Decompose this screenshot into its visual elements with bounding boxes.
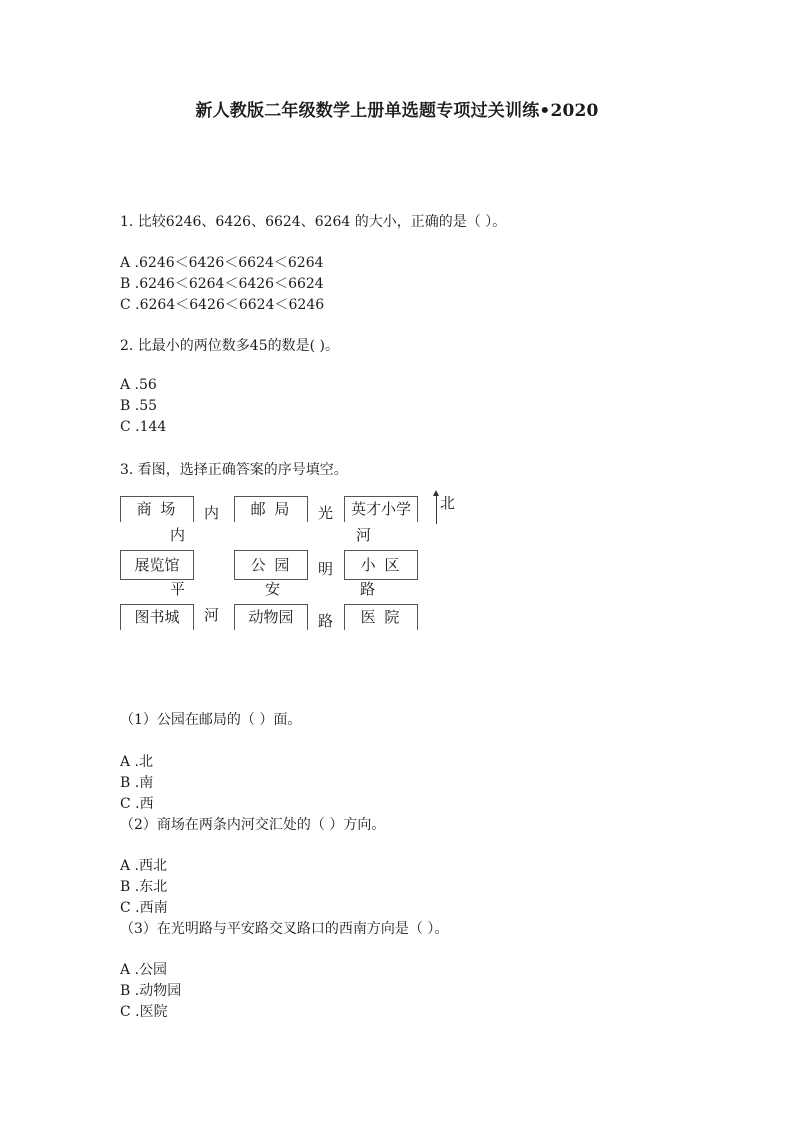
map-label-he-bottom: 河 — [204, 606, 220, 624]
q3-sub2-stem: （2）商场在两条内河交汇处的（ ）方向。 — [120, 817, 386, 833]
q3-sub1-stem: （1）公园在邮局的（ ）面。 — [120, 712, 302, 728]
map-label-nei-mid: 内 — [170, 526, 186, 544]
q2-option-b: B .55 — [120, 398, 158, 414]
map-box-post-office: 邮 局 — [234, 496, 308, 522]
q3-sub1-option-b: B .南 — [120, 775, 154, 791]
map-label-north: 北 — [440, 494, 456, 512]
map-box-park: 公 园 — [234, 550, 308, 580]
q3-sub2-option-c: C .西南 — [120, 900, 168, 916]
map-box-community: 小 区 — [344, 550, 418, 580]
question-2-stem: 2. 比最小的两位数多45的数是( )。 — [120, 338, 339, 354]
map-box-yingcai-school: 英才小学 — [344, 496, 418, 522]
map-label-guang: 光 — [318, 504, 334, 522]
q1-option-c: C .6264＜6426＜6624＜6246 — [120, 297, 325, 313]
question-3-stem: 3. 看图，选择正确答案的序号填空。 — [120, 462, 348, 478]
q3-sub3-stem: （3）在光明路与平安路交叉路口的西南方向是（ ）。 — [120, 921, 449, 937]
map-label-lu-bottom: 路 — [318, 612, 334, 630]
map-box-book-city: 图书城 — [120, 604, 194, 630]
map-label-he-top: 河 — [356, 526, 372, 544]
q1-option-b: B .6246＜6264＜6426＜6624 — [120, 276, 324, 292]
q3-sub2-option-b: B .东北 — [120, 879, 168, 895]
page-title: 新人教版二年级数学上册单选题专项过关训练•2020 — [195, 101, 599, 121]
map-label-lu-mid: 路 — [360, 580, 376, 598]
north-arrow-icon — [436, 492, 437, 524]
map-label-ming: 明 — [318, 560, 334, 578]
q3-sub1-option-a: A .北 — [120, 754, 154, 770]
question-1-stem: 1. 比较6246、6426、6624、6264 的大小，正确的是（ ）。 — [120, 214, 507, 230]
q2-option-a: A .56 — [120, 377, 157, 393]
map-label-an: 安 — [265, 580, 281, 598]
map-box-hospital: 医 院 — [344, 604, 418, 630]
q3-sub3-option-a: A .公园 — [120, 962, 168, 978]
q1-option-a: A .6246＜6426＜6624＜6264 — [120, 255, 324, 271]
q3-sub3-option-c: C .医院 — [120, 1004, 168, 1020]
q2-option-c: C .144 — [120, 419, 167, 435]
map-box-mall: 商 场 — [120, 496, 194, 522]
q3-sub3-option-b: B .动物园 — [120, 983, 182, 999]
q3-sub2-option-a: A .西北 — [120, 858, 168, 874]
map-box-zoo: 动物园 — [234, 604, 308, 630]
map-figure — [120, 492, 460, 632]
map-label-ping: 平 — [170, 580, 186, 598]
q3-sub1-option-c: C .西 — [120, 796, 154, 812]
map-label-nei-river: 内 — [204, 504, 220, 522]
map-box-exhibition-hall: 展览馆 — [120, 550, 194, 580]
